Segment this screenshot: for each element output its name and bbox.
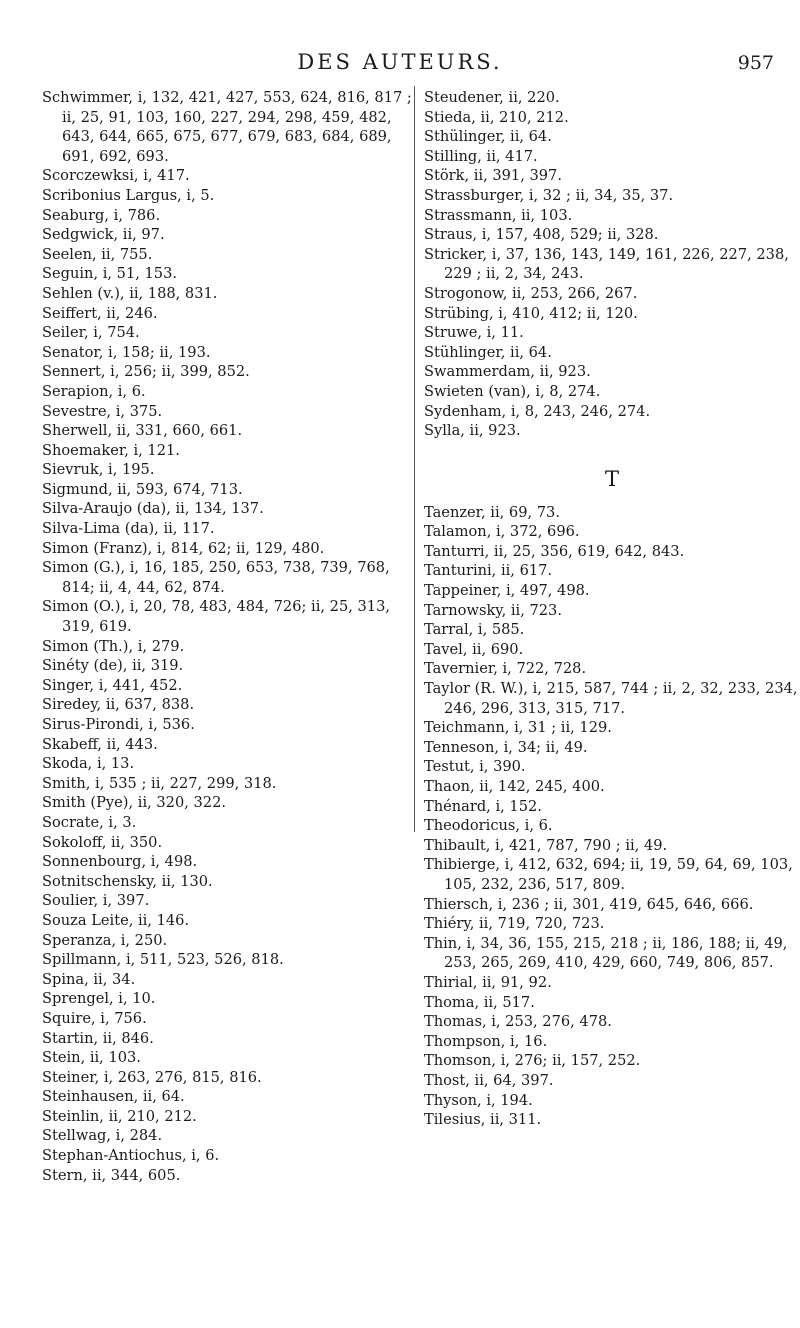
index-entry: Smith, i, 535 ; ii, 227, 299, 318. [42, 774, 277, 792]
running-title: DES AUTEURS. [297, 50, 503, 74]
index-entry: Sylla, ii, 923. [424, 422, 521, 440]
index-entry: Stieda, ii, 210, 212. [424, 108, 569, 126]
index-entry: Siredey, ii, 637, 838. [42, 696, 195, 714]
index-entry: Teichmann, i, 31 ; ii, 129. [424, 719, 612, 737]
index-entry: Stephan-Antiochus, i, 6. [42, 1147, 220, 1165]
index-entry: Seiler, i, 754. [42, 324, 140, 342]
index-entry: Thibierge, i, 412, 632, 694; ii, 19, 59, 64, 69, 103, 105, 232, 236, 517, 809. [424, 856, 793, 893]
index-section-t [424, 503, 800, 1130]
index-entry: Squire, i, 756. [42, 1009, 147, 1027]
index-entry: Thyson, i, 194. [424, 1091, 533, 1109]
index-entry: Tilesius, ii, 311. [424, 1111, 542, 1129]
index-entry: Spillmann, i, 511, 523, 526, 818. [42, 951, 284, 969]
index-entry: Thomson, i, 276; ii, 157, 252. [424, 1052, 641, 1070]
index-entry: Stilling, ii, 417. [424, 147, 538, 165]
index-section-s-continued [424, 88, 800, 441]
index-entry: Stricker, i, 37, 136, 143, 149, 161, 226, 227, 238, 229 ; ii, 2, 34, 243. [424, 245, 789, 283]
index-entry: Stühlinger, ii, 64. [424, 343, 552, 361]
index-entry: Steinhausen, ii, 64. [42, 1088, 185, 1106]
index-entry: Thompson, i, 16. [424, 1032, 548, 1050]
index-entry: Sotnitschensky, ii, 130. [42, 872, 213, 890]
index-entry: Tappeiner, i, 497, 498. [424, 582, 590, 600]
index-entry: Tanturini, ii, 617. [424, 562, 553, 580]
index-entry: Sprengel, i, 10. [42, 990, 156, 1008]
index-entry: Sthülinger, ii, 64. [424, 128, 552, 146]
index-entry: Sinéty (de), ii, 319. [42, 657, 184, 675]
index-entry: Steinlin, ii, 210, 212. [42, 1107, 197, 1125]
index-entry: Swammerdam, ii, 923. [424, 363, 591, 381]
index-entry: Serapion, i, 6. [42, 382, 146, 400]
index-entry: Strassmann, ii, 103. [424, 206, 573, 224]
index-entry: Thiéry, ii, 719, 720, 723. [424, 915, 605, 933]
index-entry: Strübing, i, 410, 412; ii, 120. [424, 304, 638, 322]
index-entry: Thoma, ii, 517. [424, 993, 535, 1011]
index-entry: Soulier, i, 397. [42, 892, 150, 910]
index-entry: Sherwell, ii, 331, 660, 661. [42, 422, 243, 440]
index-entry: Stern, ii, 344, 605. [42, 1166, 181, 1184]
index-entry: Tenneson, i, 34; ii, 49. [424, 738, 588, 756]
index-entry: Thomas, i, 253, 276, 478. [424, 1013, 612, 1031]
index-entry: Talamon, i, 372, 696. [424, 523, 580, 541]
index-entry: Sevestre, i, 375. [42, 402, 163, 420]
index-entry: Seguin, i, 51, 153. [42, 265, 178, 283]
index-entry: Taylor (R. W.), i, 215, 587, 744 ; ii, 2, 32, 233, 234, 246, 296, 313, 315, 717. [424, 680, 798, 717]
index-entry: Sievruk, i, 195. [42, 461, 155, 479]
index-entry: Skabeff, ii, 443. [42, 735, 158, 753]
index-entry: Singer, i, 441, 452. [42, 676, 183, 694]
index-entry: Thiersch, i, 236 ; ii, 301, 419, 645, 646, 666. [424, 895, 754, 913]
index-entry: Theodoricus, i, 6. [424, 817, 553, 835]
index-entry: Stellwag, i, 284. [42, 1127, 163, 1145]
index-entry: Testut, i, 390. [424, 758, 526, 776]
index-entry: Startin, ii, 846. [42, 1029, 154, 1047]
index-entry: Sigmund, ii, 593, 674, 713. [42, 480, 243, 498]
index-entry: Sirus-Pirondi, i, 536. [42, 716, 195, 733]
index-entry: Taenzer, ii, 69, 73. [424, 503, 560, 521]
index-column-left [42, 88, 418, 1185]
index-entry: Steiner, i, 263, 276, 815, 816. [42, 1068, 262, 1086]
index-entry: Tarnowsky, ii, 723. [424, 601, 562, 619]
index-entry: Scorczewksi, i, 417. [42, 167, 190, 185]
index-entry: Thaon, ii, 142, 245, 400. [424, 778, 605, 795]
index-entry: Shoemaker, i, 121. [42, 441, 180, 459]
index-entry: Simon (G.), i, 16, 185, 250, 653, 738, 739, 768, 814; ii, 4, 44, 62, 874. [42, 559, 390, 596]
index-entry: Thirial, ii, 91, 92. [424, 973, 552, 991]
index-entry: Simon (O.), i, 20, 78, 483, 484, 726; ii, 25, 313, 319, 619. [42, 598, 391, 636]
page-header [0, 46, 800, 78]
index-entry: Thost, ii, 64, 397. [424, 1071, 554, 1089]
index-entry: Seaburg, i, 786. [42, 206, 161, 224]
index-entry: Tarral, i, 585. [424, 621, 525, 639]
index-entry: Tavernier, i, 722, 728. [424, 660, 587, 678]
index-entry: Schwimmer, i, 132, 421, 427, 553, 624, 816, 817 ; ii, 25, 91, 103, 160, 227, 294, 298, 459, 482, 643, 644, 665, 675, 677, 679, 683, 684, 689, 691, 692, 693. [42, 89, 412, 165]
index-entry: Spina, ii, 34. [42, 970, 136, 988]
index-entry: Sonnenbourg, i, 498. [42, 853, 198, 871]
index-entry: Sedgwick, ii, 97. [42, 226, 165, 244]
index-entry: Steudener, ii, 220. [424, 89, 560, 106]
index-entry: Tanturri, ii, 25, 356, 619, 642, 843. [424, 542, 685, 560]
index-entry: Sennert, i, 256; ii, 399, 852. [42, 363, 250, 381]
index-entry: Strogonow, ii, 253, 266, 267. [424, 284, 638, 302]
index-entry: Tavel, ii, 690. [424, 640, 524, 658]
index-entry: Souza Leite, ii, 146. [42, 911, 190, 929]
index-entry: Thin, i, 34, 36, 155, 215, 218 ; ii, 186, 188; ii, 49, 253, 265, 269, 410, 429, 660, 749, 806, 857. [424, 934, 788, 972]
index-entry: Seiffert, ii, 246. [42, 304, 158, 322]
page-number: 957 [737, 52, 774, 74]
index-entry: Silva-Araujo (da), ii, 134, 137. [42, 500, 264, 518]
index-entry: Seelen, ii, 755. [42, 245, 153, 263]
index-entry: Straus, i, 157, 408, 529; ii, 328. [424, 226, 659, 244]
index-entry: Störk, ii, 391, 397. [424, 167, 562, 185]
index-entry: Strassburger, i, 32 ; ii, 34, 35, 37. [424, 186, 674, 204]
index-entry: Senator, i, 158; ii, 193. [42, 343, 211, 361]
section-letter-heading: T [604, 466, 619, 491]
index-entry: Scribonius Largus, i, 5. [42, 186, 215, 204]
index-entry: Socrate, i, 3. [42, 813, 137, 831]
index-entry: Simon (Franz), i, 814, 62; ii, 129, 480. [42, 539, 325, 557]
index-entry: Smith (Pye), ii, 320, 322. [42, 794, 227, 812]
index-entry: Simon (Th.), i, 279. [42, 637, 185, 655]
index-column-right [424, 88, 800, 1130]
index-entry: Skoda, i, 13. [42, 755, 135, 773]
index-entry: Thibault, i, 421, 787, 790 ; ii, 49. [424, 836, 668, 854]
index-entry: Stein, ii, 103. [42, 1049, 141, 1067]
index-entry: Struwe, i, 11. [424, 324, 524, 342]
index-entry: Silva-Lima (da), ii, 117. [42, 520, 215, 538]
index-entry: Sydenham, i, 8, 243, 246, 274. [424, 402, 651, 420]
index-entry: Sehlen (v.), ii, 188, 831. [42, 284, 218, 302]
index-entry: Swieten (van), i, 8, 274. [424, 382, 601, 400]
index-entry: Thénard, i, 152. [424, 797, 542, 815]
index-entry: Speranza, i, 250. [42, 931, 168, 949]
index-entry: Sokoloff, ii, 350. [42, 833, 163, 851]
